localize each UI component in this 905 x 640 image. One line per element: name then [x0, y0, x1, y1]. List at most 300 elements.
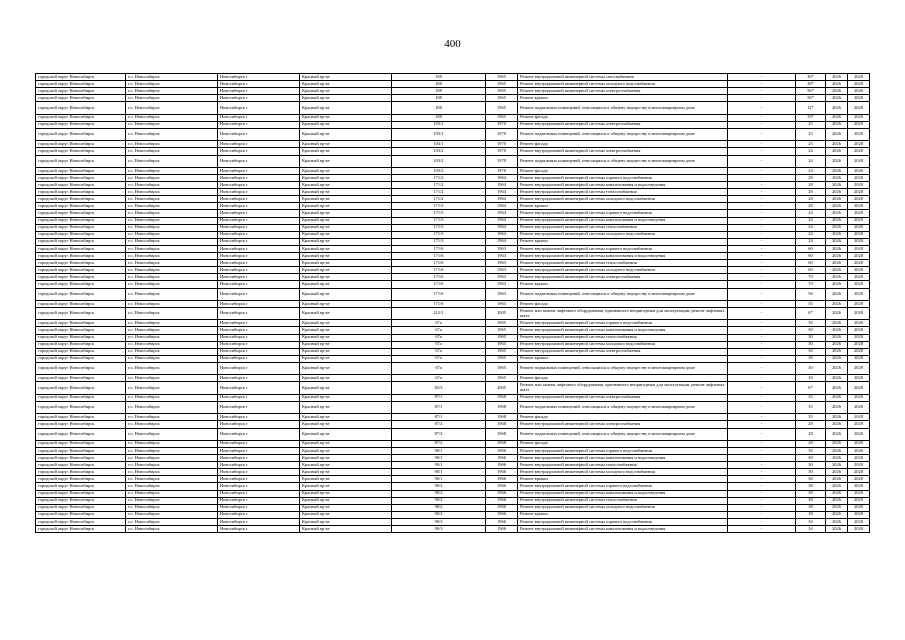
table-cell: Красный пр-кт — [300, 253, 392, 260]
table-cell: - — [728, 518, 796, 525]
table-cell: 1970 — [486, 167, 518, 174]
table-cell: Ремонт внутридомовой инженерной системы электроснабжения — [518, 148, 728, 155]
table-cell: 2005 — [486, 382, 518, 394]
table-cell: городской округ Новосибирск — [36, 327, 126, 334]
table-cell: 171/6 — [392, 281, 486, 288]
table-cell: Красный пр-кт — [300, 462, 392, 469]
table-cell: 82/3 — [392, 382, 486, 394]
table-cell: 188 — [392, 81, 486, 88]
table-cell: - — [728, 281, 796, 288]
table-cell: городской округ Новосибирск — [36, 504, 126, 511]
table-cell: Красный пр-кт — [300, 497, 392, 504]
table-cell: Новосибирск г — [218, 308, 300, 320]
table-cell: - — [728, 414, 796, 421]
table-cell: Красный пр-кт — [300, 189, 392, 196]
table-cell: г.о. Новосибирск — [126, 320, 218, 327]
table-cell: - — [728, 401, 796, 413]
table-cell: 2028 — [848, 267, 870, 274]
table-cell: 2026 — [826, 175, 848, 182]
table-cell: городской округ Новосибирск — [36, 518, 126, 525]
table-row — [36, 175, 870, 182]
table-cell: 2028 — [848, 182, 870, 189]
table-cell: 2026 — [826, 447, 848, 454]
table-cell: г.о. Новосибирск — [126, 196, 218, 203]
table-cell: 1968 — [486, 440, 518, 447]
table-cell: - — [728, 455, 796, 462]
table-cell: 2028 — [848, 231, 870, 238]
table-cell: 28 — [796, 203, 826, 210]
table-cell: Красный пр-кт — [300, 447, 392, 454]
table-cell: - — [728, 260, 796, 267]
table-cell: - — [728, 148, 796, 155]
table-cell: 2028 — [848, 320, 870, 327]
table-cell: 56* — [796, 95, 826, 102]
table-cell: 90/2 — [392, 504, 486, 511]
table-cell: - — [728, 300, 796, 307]
table-cell: Ремонт внутридомовой инженерной системы теплоснабжения — [518, 189, 728, 196]
table-cell: Ремонт внутридомовой инженерной системы горячего водоснабжения — [518, 447, 728, 454]
table-cell: - — [728, 114, 796, 121]
table-cell: городской округ Новосибирск — [36, 203, 126, 210]
table-cell: 90/1 — [392, 476, 486, 483]
table-cell: Новосибирск г — [218, 224, 300, 231]
table-cell: Новосибирск г — [218, 334, 300, 341]
table-cell: 171/2 — [392, 175, 486, 182]
table-cell: Ремонт внутридомовой инженерной системы канализования и водоотведения — [518, 327, 728, 334]
table-cell: Новосибирск г — [218, 238, 300, 245]
table-cell: Новосибирск г — [218, 175, 300, 182]
table-cell: Новосибирск г — [218, 394, 300, 401]
table-cell: 1965 — [486, 114, 518, 121]
table-cell: г.о. Новосибирск — [126, 511, 218, 518]
table-row — [36, 128, 870, 140]
table-cell: 1965 — [486, 355, 518, 362]
table-cell: 2028 — [848, 334, 870, 341]
table-cell: Новосибирск г — [218, 203, 300, 210]
table-row — [36, 511, 870, 518]
table-cell: 212/1 — [392, 308, 486, 320]
table-cell: Ремонт или замена лифтового оборудования, признанного непригодным для эксплуатации, ремонт лифтовых шахт — [518, 382, 728, 394]
table-cell: 90/1 — [392, 469, 486, 476]
table-cell: г.о. Новосибирск — [126, 189, 218, 196]
table-cell: городской округ Новосибирск — [36, 210, 126, 217]
table-row — [36, 462, 870, 469]
table-cell: Ремонт внутридомовой инженерной системы канализования и водоотведения — [518, 455, 728, 462]
table-cell: городской округ Новосибирск — [36, 182, 126, 189]
table-cell: 24 — [796, 231, 826, 238]
table-cell: 2026 — [826, 114, 848, 121]
table-cell: Красный пр-кт — [300, 394, 392, 401]
table-cell: Новосибирск г — [218, 362, 300, 374]
table-cell: городской округ Новосибирск — [36, 102, 126, 114]
table-cell: 103/1 — [392, 141, 486, 148]
table-cell: 2028 — [848, 203, 870, 210]
table-cell: 103/2 — [392, 148, 486, 155]
table-cell: 2026 — [826, 401, 848, 413]
table-cell: 1964 — [486, 189, 518, 196]
table-cell: Ремонт внутридомовой инженерной системы электроснабжения — [518, 88, 728, 95]
table-cell: Новосибирск г — [218, 253, 300, 260]
table-cell: 2028 — [848, 526, 870, 533]
table-cell: 2026 — [826, 490, 848, 497]
table-cell: 2028 — [848, 148, 870, 155]
table-cell: Ремонт фасада — [518, 114, 728, 121]
table-cell: 56 — [796, 288, 826, 300]
table-row — [36, 526, 870, 533]
table-row — [36, 245, 870, 252]
table-cell: Ремонт внутридомовой инженерной системы электроснабжения — [518, 348, 728, 355]
table-cell: Новосибирск г — [218, 128, 300, 140]
table-cell: Новосибирск г — [218, 182, 300, 189]
table-cell: 1965 — [486, 320, 518, 327]
table-cell: городской округ Новосибирск — [36, 274, 126, 281]
table-cell: 38 — [796, 504, 826, 511]
table-cell: Красный пр-кт — [300, 260, 392, 267]
table-cell: 171/3 — [392, 217, 486, 224]
table-cell: Ремонт внутридомовой инженерной системы холодного водоснабжения — [518, 196, 728, 203]
table-cell: Новосибирск г — [218, 455, 300, 462]
table-cell: городской округ Новосибирск — [36, 141, 126, 148]
table-cell: 34 — [796, 526, 826, 533]
table-cell: 1964 — [486, 217, 518, 224]
table-cell: 2026 — [826, 375, 848, 382]
table-cell: 2026 — [826, 167, 848, 174]
table-cell: Ремонт фасада — [518, 167, 728, 174]
table-cell: Красный пр-кт — [300, 355, 392, 362]
table-cell: г.о. Новосибирск — [126, 518, 218, 525]
table-cell: 2028 — [848, 81, 870, 88]
table-cell: Новосибирск г — [218, 483, 300, 490]
table-cell: 171/3 — [392, 224, 486, 231]
table-cell: - — [728, 128, 796, 140]
table-cell: 60 — [796, 253, 826, 260]
table-cell: г.о. Новосибирск — [126, 455, 218, 462]
table-row — [36, 375, 870, 382]
table-cell: городской округ Новосибирск — [36, 382, 126, 394]
table-cell: - — [728, 189, 796, 196]
table-cell: - — [728, 267, 796, 274]
table-cell: 2026 — [826, 414, 848, 421]
table-cell: Новосибирск г — [218, 155, 300, 167]
table-cell: городской округ Новосибирск — [36, 462, 126, 469]
table-cell: Новосибирск г — [218, 74, 300, 81]
table-cell: Ремонт внутридомовой инженерной системы горячего водоснабжения — [518, 210, 728, 217]
table-cell: 2026 — [826, 341, 848, 348]
table-cell: городской округ Новосибирск — [36, 121, 126, 128]
table-cell: Новосибирск г — [218, 95, 300, 102]
table-cell: Ремонт фасада — [518, 414, 728, 421]
table-cell: 2026 — [826, 189, 848, 196]
table-cell: Ремонт подвальных помещений, относящихся к общему имуществу в многоквартирном доме — [518, 288, 728, 300]
table-cell: 2028 — [848, 167, 870, 174]
table-cell: городской округ Новосибирск — [36, 320, 126, 327]
table-cell: 2026 — [826, 462, 848, 469]
table-cell: 87/1 — [392, 414, 486, 421]
table-cell: Ремонт внутридомовой инженерной системы холодного водоснабжения — [518, 504, 728, 511]
table-cell: 28 — [796, 421, 826, 428]
table-row — [36, 267, 870, 274]
table-cell: 28 — [796, 182, 826, 189]
table-cell: 1966 — [486, 526, 518, 533]
table-cell: 2028 — [848, 469, 870, 476]
table-cell: г.о. Новосибирск — [126, 300, 218, 307]
table-cell: городской округ Новосибирск — [36, 447, 126, 454]
table-cell: г.о. Новосибирск — [126, 175, 218, 182]
table-cell: Красный пр-кт — [300, 267, 392, 274]
table-cell: 103/2 — [392, 155, 486, 167]
table-row — [36, 447, 870, 454]
table-cell: Красный пр-кт — [300, 428, 392, 440]
table-cell: г.о. Новосибирск — [126, 141, 218, 148]
table-cell: городской округ Новосибирск — [36, 217, 126, 224]
table-cell: 87/1 — [392, 401, 486, 413]
table-cell: Красный пр-кт — [300, 334, 392, 341]
table-cell: Новосибирск г — [218, 196, 300, 203]
table-cell: 2028 — [848, 128, 870, 140]
table-row — [36, 148, 870, 155]
table-cell: 35 — [796, 401, 826, 413]
table-cell: - — [728, 382, 796, 394]
table-cell: Новосибирск г — [218, 88, 300, 95]
table-cell: 2026 — [826, 155, 848, 167]
table-row — [36, 253, 870, 260]
table-row — [36, 421, 870, 428]
table-cell: Новосибирск г — [218, 348, 300, 355]
table-cell: Ремонт крыши — [518, 511, 728, 518]
table-cell: городской округ Новосибирск — [36, 526, 126, 533]
table-cell: 2028 — [848, 245, 870, 252]
table-cell: 1965 — [486, 74, 518, 81]
table-cell: 1966 — [486, 476, 518, 483]
table-cell: 2028 — [848, 440, 870, 447]
table-cell: 1966 — [486, 511, 518, 518]
table-cell: Ремонт внутридомовой инженерной системы теплоснабжения — [518, 334, 728, 341]
table-cell: г.о. Новосибирск — [126, 497, 218, 504]
table-cell: Красный пр-кт — [300, 238, 392, 245]
table-cell: Новосибирск г — [218, 421, 300, 428]
table-cell: г.о. Новосибирск — [126, 253, 218, 260]
table-cell: 1965 — [486, 341, 518, 348]
table-cell: Красный пр-кт — [300, 341, 392, 348]
table-cell: 90/1 — [392, 462, 486, 469]
table-cell: Новосибирск г — [218, 382, 300, 394]
table-cell: - — [728, 511, 796, 518]
table-row — [36, 490, 870, 497]
table-cell: Новосибирск г — [218, 497, 300, 504]
table-cell: 1963 — [486, 281, 518, 288]
table-row — [36, 414, 870, 421]
table-row — [36, 102, 870, 114]
table-row — [36, 203, 870, 210]
table-row — [36, 483, 870, 490]
table-cell: - — [728, 74, 796, 81]
table-cell: 2028 — [848, 476, 870, 483]
table-cell: 171/3 — [392, 210, 486, 217]
table-cell: 70 — [796, 274, 826, 281]
table-cell: 2028 — [848, 224, 870, 231]
table-cell: 171/2 — [392, 182, 486, 189]
table-cell: 28 — [796, 196, 826, 203]
table-cell: Новосибирск г — [218, 267, 300, 274]
table-cell: г.о. Новосибирск — [126, 274, 218, 281]
table-cell: городской округ Новосибирск — [36, 375, 126, 382]
table-row — [36, 189, 870, 196]
table-cell: Красный пр-кт — [300, 155, 392, 167]
table-cell: 35 — [796, 394, 826, 401]
table-cell: городской округ Новосибирск — [36, 238, 126, 245]
table-cell: Ремонт внутридомовой инженерной системы канализования и водоотведения — [518, 217, 728, 224]
table-cell: г.о. Новосибирск — [126, 308, 218, 320]
table-cell: Новосибирск г — [218, 375, 300, 382]
table-cell: 171/2 — [392, 203, 486, 210]
table-cell: 67а — [392, 355, 486, 362]
table-cell: г.о. Новосибирск — [126, 81, 218, 88]
table-cell: г.о. Новосибирск — [126, 281, 218, 288]
table-cell: городской округ Новосибирск — [36, 245, 126, 252]
table-cell: - — [728, 253, 796, 260]
table-row — [36, 497, 870, 504]
table-cell: 1970 — [486, 155, 518, 167]
table-cell: г.о. Новосибирск — [126, 428, 218, 440]
table-cell: городской округ Новосибирск — [36, 231, 126, 238]
table-cell: городской округ Новосибирск — [36, 148, 126, 155]
table-cell: 2026 — [826, 281, 848, 288]
table-cell: 2028 — [848, 394, 870, 401]
table-cell: городской округ Новосибирск — [36, 421, 126, 428]
table-cell: 171/6 — [392, 260, 486, 267]
table-cell: 30 — [796, 334, 826, 341]
table-cell: Ремонт крыши — [518, 476, 728, 483]
table-cell: 2028 — [848, 95, 870, 102]
table-cell: г.о. Новосибирск — [126, 476, 218, 483]
table-cell: - — [728, 440, 796, 447]
table-cell: 90/2 — [392, 497, 486, 504]
table-cell: - — [728, 334, 796, 341]
table-cell: 2026 — [826, 511, 848, 518]
table-cell: Ремонт внутридомовой инженерной системы горячего водоснабжения — [518, 483, 728, 490]
table-cell: - — [728, 327, 796, 334]
table-cell: Ремонт внутридомовой инженерной системы газоснабжения — [518, 74, 728, 81]
table-cell: 30 — [796, 362, 826, 374]
table-cell: Красный пр-кт — [300, 382, 392, 394]
table-cell: 1970 — [486, 148, 518, 155]
table-cell: 87/2 — [392, 428, 486, 440]
table-cell: 67а — [392, 334, 486, 341]
table-cell: 2028 — [848, 401, 870, 413]
table-cell: городской округ Новосибирск — [36, 308, 126, 320]
table-cell: - — [728, 483, 796, 490]
table-cell: 2026 — [826, 455, 848, 462]
table-cell: 1965 — [486, 375, 518, 382]
table-cell: 87/2 — [392, 440, 486, 447]
table-cell: Красный пр-кт — [300, 421, 392, 428]
table-cell: 2026 — [826, 526, 848, 533]
table-row — [36, 308, 870, 320]
table-cell: Ремонт внутридомовой инженерной системы горячего водоснабжения — [518, 245, 728, 252]
table-cell: 28 — [796, 440, 826, 447]
table-cell: 2026 — [826, 88, 848, 95]
table-cell: 171/6 — [392, 267, 486, 274]
table-cell: г.о. Новосибирск — [126, 267, 218, 274]
table-cell: Красный пр-кт — [300, 348, 392, 355]
table-cell: 1963 — [486, 253, 518, 260]
table-cell: г.о. Новосибирск — [126, 167, 218, 174]
table-cell: 30 — [796, 447, 826, 454]
table-cell: 30 — [796, 327, 826, 334]
table-cell: 2026 — [826, 260, 848, 267]
table-cell: 2028 — [848, 462, 870, 469]
table-cell: 24 — [796, 155, 826, 167]
table-cell: 2026 — [826, 300, 848, 307]
table-cell: 2026 — [826, 224, 848, 231]
table-cell: 188 — [392, 88, 486, 95]
table-cell: г.о. Новосибирск — [126, 238, 218, 245]
table-cell: Красный пр-кт — [300, 401, 392, 413]
table-row — [36, 355, 870, 362]
table-cell: 2026 — [826, 440, 848, 447]
table-row — [36, 141, 870, 148]
table-cell: Новосибирск г — [218, 210, 300, 217]
table-cell: Ремонт внутридомовой инженерной системы теплоснабжения — [518, 224, 728, 231]
table-row — [36, 155, 870, 167]
table-cell: 2028 — [848, 300, 870, 307]
table-cell: 35 — [796, 414, 826, 421]
table-cell: - — [728, 526, 796, 533]
table-cell: 2028 — [848, 447, 870, 454]
table-cell: Красный пр-кт — [300, 526, 392, 533]
table-cell: Красный пр-кт — [300, 81, 392, 88]
table-cell: 2028 — [848, 114, 870, 121]
table-cell: 2028 — [848, 281, 870, 288]
table-cell: - — [728, 167, 796, 174]
table-cell: г.о. Новосибирск — [126, 355, 218, 362]
table-cell: городской округ Новосибирск — [36, 128, 126, 140]
table-cell: - — [728, 497, 796, 504]
table-cell: 24 — [796, 238, 826, 245]
table-cell: 90/2 — [392, 511, 486, 518]
table-cell: - — [728, 102, 796, 114]
table-cell: Новосибирск г — [218, 428, 300, 440]
table-cell: 55 — [796, 300, 826, 307]
table-cell: 2026 — [826, 148, 848, 155]
table-cell: Ремонт внутридомовой инженерной системы канализования и водоотведения — [518, 182, 728, 189]
table-cell: 2028 — [848, 490, 870, 497]
table-cell: Красный пр-кт — [300, 511, 392, 518]
table-cell: городской округ Новосибирск — [36, 341, 126, 348]
table-cell: - — [728, 81, 796, 88]
table-cell: Красный пр-кт — [300, 490, 392, 497]
table-cell: Ремонт внутридомовой инженерной системы холодного водоснабжения — [518, 81, 728, 88]
table-cell: городской округ Новосибирск — [36, 440, 126, 447]
table-cell: 2026 — [826, 504, 848, 511]
table-cell: 2026 — [826, 476, 848, 483]
table-cell: г.о. Новосибирск — [126, 121, 218, 128]
table-cell: - — [728, 469, 796, 476]
table-cell: 1963 — [486, 288, 518, 300]
table-cell: 2026 — [826, 238, 848, 245]
table-cell: Ремонт внутридомовой инженерной системы холодного водоснабжения — [518, 341, 728, 348]
table-cell: - — [728, 341, 796, 348]
table-cell: городской округ Новосибирск — [36, 490, 126, 497]
table-row — [36, 114, 870, 121]
table-cell: 171/6 — [392, 288, 486, 300]
table-cell: Ремонт внутридомовой инженерной системы горячего водоснабжения — [518, 518, 728, 525]
table-cell: Новосибирск г — [218, 504, 300, 511]
table-cell: Красный пр-кт — [300, 327, 392, 334]
table-cell: Красный пр-кт — [300, 224, 392, 231]
table-cell: Новосибирск г — [218, 274, 300, 281]
table-cell: Красный пр-кт — [300, 308, 392, 320]
